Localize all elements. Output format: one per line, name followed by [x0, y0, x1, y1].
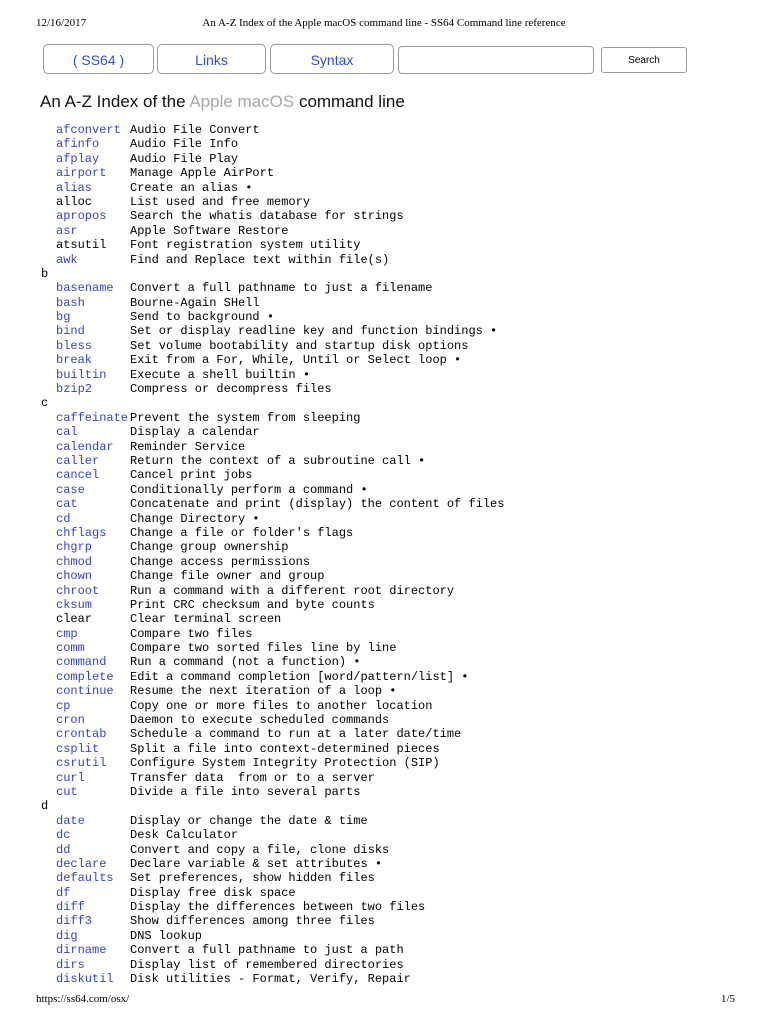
command-link[interactable]: break	[56, 353, 93, 368]
page-heading	[40, 92, 405, 112]
search-button[interactable]: Search	[601, 47, 687, 73]
command-link[interactable]: cd	[56, 511, 71, 526]
command-description: Edit a command completion [word/pattern/list] •	[130, 669, 469, 684]
letter-heading	[41, 267, 48, 281]
command-description: Compress or decompress files	[130, 382, 332, 397]
command-link[interactable]: dc	[56, 828, 71, 843]
print-page-title: An A-Z Index of the Apple macOS command line - SS64 Command line reference	[202, 17, 566, 29]
command-description: Send to background •	[130, 310, 275, 325]
letter-heading-label: c	[41, 396, 49, 411]
command-description: Set or display readline key and function bindings •	[130, 324, 498, 339]
command-description: Change a file or folder's flags	[130, 525, 354, 540]
command-row	[41, 310, 275, 325]
command-link[interactable]: cksum	[56, 597, 93, 612]
command-link[interactable]: crontab	[56, 727, 107, 742]
letter-heading	[41, 396, 48, 410]
command-row	[41, 813, 368, 828]
command-link[interactable]: caller	[56, 453, 100, 468]
command-link[interactable]: cp	[56, 698, 71, 713]
command-link[interactable]: diskutil	[56, 972, 114, 987]
command-link[interactable]: chgrp	[56, 540, 93, 555]
print-footer	[0, 993, 768, 1007]
command-row	[41, 914, 375, 929]
command-row	[41, 928, 203, 943]
command-row	[41, 842, 390, 857]
command-row	[41, 828, 239, 843]
command-link[interactable]: cmp	[56, 626, 78, 641]
command-link[interactable]: cut	[56, 784, 78, 799]
command-row	[41, 540, 289, 555]
command-description: Convert a full pathname to just a filename	[130, 281, 433, 296]
command-row	[41, 684, 397, 699]
command-row	[41, 511, 260, 526]
command-row	[41, 338, 469, 353]
command-row	[41, 885, 296, 900]
command-description: List used and free memory	[130, 194, 311, 209]
print-page-number: 1/5	[720, 993, 735, 1005]
command-description: Desk Calculator	[130, 828, 239, 843]
command-row	[41, 972, 411, 987]
command-description: Change file owner and group	[130, 569, 325, 584]
command-description: Audio File Play	[130, 151, 239, 166]
top-nav	[0, 44, 768, 76]
command-link[interactable]: diff	[56, 900, 85, 915]
command-row	[41, 900, 426, 915]
command-description: Display free disk space	[130, 885, 296, 900]
heading-prefix: An A-Z Index of the	[40, 92, 190, 111]
command-description: Search the whatis database for strings	[130, 209, 404, 224]
command-description: Resume the next iteration of a loop •	[130, 684, 397, 699]
command-row	[41, 295, 260, 310]
command-link[interactable]: case	[56, 482, 85, 497]
command-description: Split a file into context-determined pieces	[130, 741, 440, 756]
command-description: Schedule a command to run at a later date/time	[130, 727, 462, 742]
command-row	[41, 223, 289, 238]
command-description: Display or change the date & time	[130, 813, 368, 828]
command-row	[41, 324, 498, 339]
command-row	[41, 238, 361, 253]
command-description: Clear terminal screen	[130, 612, 282, 627]
command-description: Find and Replace text within file(s)	[130, 252, 390, 267]
syntax-button[interactable]: Syntax	[270, 44, 394, 74]
command-row	[41, 957, 404, 972]
command-description: Reminder Service	[130, 439, 246, 454]
command-row	[41, 425, 260, 440]
command-link[interactable]: comm	[56, 641, 85, 656]
command-description: Show differences among three files	[130, 914, 375, 929]
command-row	[41, 194, 311, 209]
command-link[interactable]: chmod	[56, 554, 93, 569]
command-row	[41, 713, 390, 728]
command-description: Run a command (not a function) •	[130, 655, 361, 670]
command-description: Transfer data from or to a server	[130, 770, 375, 785]
command-link[interactable]: cat	[56, 497, 78, 512]
command-description: Display the differences between two files	[130, 900, 426, 915]
command-link[interactable]: dd	[56, 842, 71, 857]
command-link[interactable]: cron	[56, 713, 85, 728]
command-row	[41, 497, 505, 512]
command-link[interactable]: diff3	[56, 914, 93, 929]
command-link[interactable]: csplit	[56, 741, 100, 756]
command-link[interactable]: dirname	[56, 943, 107, 958]
command-row	[41, 626, 253, 641]
command-description: Create an alias •	[130, 180, 253, 195]
command-description: Compare two sorted files line by line	[130, 641, 397, 656]
command-link[interactable]: bind	[56, 324, 85, 339]
command-link[interactable]: curl	[56, 770, 85, 785]
command-description: Audio File Info	[130, 137, 239, 152]
letter-heading-label: d	[41, 799, 49, 814]
command-link[interactable]: afinfo	[56, 137, 100, 152]
command-description: Configure System Integrity Protection (SIP)	[130, 756, 440, 771]
command-link[interactable]: afplay	[56, 151, 100, 166]
command-link[interactable]: bless	[56, 338, 93, 353]
command-row	[41, 641, 397, 656]
command-link[interactable]: chflags	[56, 525, 107, 540]
command-description: Disk utilities - Format, Verify, Repair	[130, 972, 411, 987]
command-link[interactable]: continue	[56, 684, 114, 699]
command-row	[41, 353, 462, 368]
command-link[interactable]: df	[56, 885, 71, 900]
command-link[interactable]: csrutil	[56, 756, 107, 771]
command-row	[41, 597, 375, 612]
command-description: Change group ownership	[130, 540, 289, 555]
command-row	[41, 569, 325, 584]
command-row	[41, 525, 354, 540]
command-name: alloc	[56, 194, 93, 209]
command-description: Exit from a For, While, Until or Select loop •	[130, 353, 462, 368]
command-row	[41, 151, 239, 166]
command-link[interactable]: afconvert	[56, 123, 121, 137]
command-link[interactable]: alias	[56, 180, 93, 195]
command-row	[41, 669, 469, 684]
command-link[interactable]: basename	[56, 281, 114, 296]
command-row	[41, 166, 275, 181]
command-description: Font registration system utility	[130, 238, 361, 253]
command-row	[41, 698, 433, 713]
command-link[interactable]: bzip2	[56, 382, 93, 397]
command-row	[41, 856, 383, 871]
command-row	[41, 871, 375, 886]
command-row	[41, 583, 455, 598]
command-row	[41, 453, 426, 468]
command-description: Display a calendar	[130, 425, 260, 440]
command-name: atsutil	[56, 238, 107, 253]
command-description: Execute a shell builtin •	[130, 367, 311, 382]
command-link[interactable]: calendar	[56, 439, 114, 454]
command-row	[41, 209, 404, 224]
command-row	[41, 252, 390, 267]
print-date: 12/16/2017	[36, 17, 87, 29]
command-row	[41, 482, 368, 497]
command-link[interactable]: apropos	[56, 209, 107, 224]
command-link[interactable]: awk	[56, 252, 78, 267]
command-link[interactable]: cancel	[56, 468, 100, 483]
command-description: Run a command with a different root directory	[130, 583, 455, 598]
command-link[interactable]: complete	[56, 669, 114, 684]
ss64-home-button[interactable]: ( SS64 )	[43, 44, 154, 74]
command-description: Conditionally perform a command •	[130, 482, 368, 497]
command-description: DNS lookup	[130, 928, 203, 943]
command-row	[41, 137, 239, 152]
command-description: Bourne-Again SHell	[130, 295, 260, 310]
command-link[interactable]: airport	[56, 166, 107, 181]
letter-heading	[41, 799, 48, 813]
command-row	[41, 741, 440, 756]
command-link[interactable]: asr	[56, 223, 78, 238]
command-row	[41, 123, 260, 137]
command-description: Divide a file into several parts	[130, 784, 361, 799]
command-row	[41, 180, 253, 195]
command-index	[41, 123, 505, 987]
letter-heading-label: b	[41, 266, 49, 281]
links-button[interactable]: Links	[157, 44, 266, 74]
command-description: Compare two files	[130, 626, 253, 641]
command-row	[41, 612, 282, 627]
command-link[interactable]: declare	[56, 856, 107, 871]
print-url: https://ss64.com/osx/	[36, 993, 130, 1005]
command-description: Convert a full pathname to just a path	[130, 943, 404, 958]
command-description: Change access permissions	[130, 554, 311, 569]
command-row	[41, 367, 311, 382]
command-description: Set preferences, show hidden files	[130, 871, 375, 886]
command-row	[41, 439, 246, 454]
command-description: Copy one or more files to another location	[130, 698, 433, 713]
command-row	[41, 281, 433, 296]
command-row	[41, 554, 311, 569]
command-row	[41, 382, 332, 397]
command-description: Prevent the system from sleeping	[130, 410, 361, 425]
heading-accent: Apple macOS	[189, 92, 295, 111]
command-link[interactable]: caffeinate	[56, 410, 129, 425]
command-description: Print CRC checksum and byte counts	[130, 597, 375, 612]
command-row	[41, 943, 404, 958]
command-link[interactable]: bash	[56, 295, 85, 310]
command-link[interactable]: bg	[56, 310, 71, 325]
command-description: Set volume bootability and startup disk options	[130, 338, 469, 353]
command-description: Cancel print jobs	[130, 468, 253, 483]
command-link[interactable]: date	[56, 813, 85, 828]
command-row	[41, 727, 462, 742]
command-row	[41, 655, 361, 670]
command-description: Daemon to execute scheduled commands	[130, 713, 390, 728]
command-description: Declare variable & set attributes •	[130, 856, 383, 871]
command-link[interactable]: command	[56, 655, 107, 670]
command-description: Convert and copy a file, clone disks	[130, 842, 390, 857]
command-link[interactable]: builtin	[56, 367, 107, 382]
command-description: Change Directory •	[130, 511, 260, 526]
command-link[interactable]: dig	[56, 928, 78, 943]
command-link[interactable]: defaults	[56, 871, 114, 886]
command-description: Concatenate and print (display) the content of files	[130, 497, 505, 512]
command-description: Display list of remembered directories	[130, 957, 404, 972]
command-row	[41, 410, 361, 425]
command-row	[41, 756, 440, 771]
command-link[interactable]: cal	[56, 425, 78, 440]
command-link[interactable]: chown	[56, 569, 93, 584]
command-description: Audio File Convert	[130, 123, 260, 137]
command-name: clear	[56, 612, 93, 627]
command-link[interactable]: dirs	[56, 957, 85, 972]
command-description: Apple Software Restore	[130, 223, 289, 238]
print-header	[0, 17, 768, 31]
command-row	[41, 468, 253, 483]
command-row	[41, 784, 361, 799]
command-row	[41, 770, 375, 785]
command-link[interactable]: chroot	[56, 583, 100, 598]
command-description: Manage Apple AirPort	[130, 166, 275, 181]
search-input[interactable]	[398, 46, 594, 74]
command-description: Return the context of a subroutine call •	[130, 453, 426, 468]
heading-suffix: command line	[294, 92, 405, 111]
